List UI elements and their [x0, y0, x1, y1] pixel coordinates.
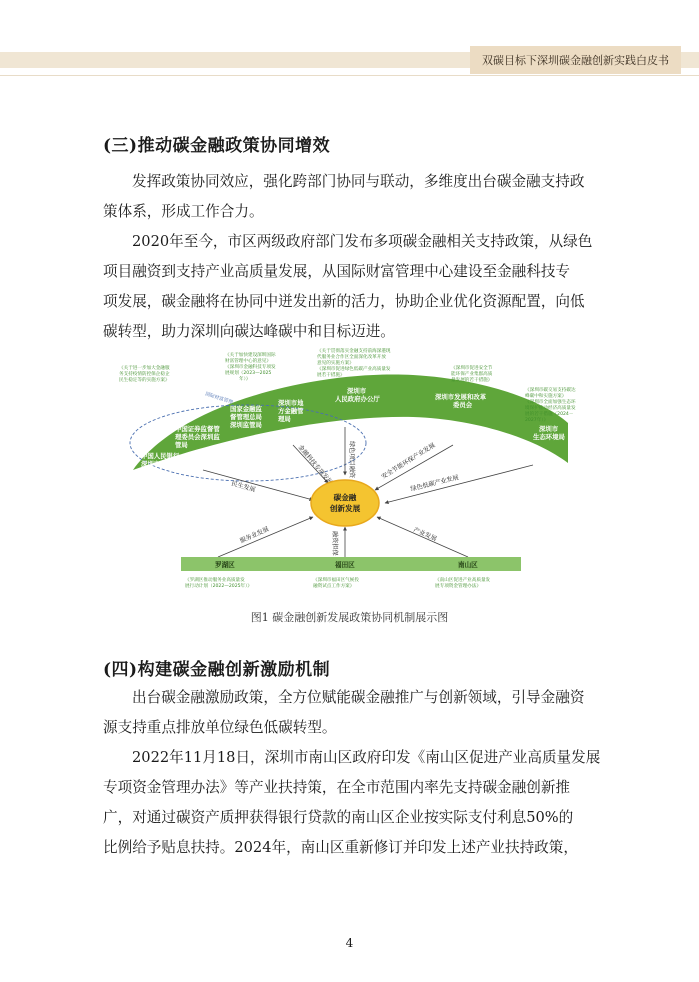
center-label: 碳金融创新发展 [329, 493, 361, 513]
running-header [470, 46, 681, 74]
arc-node: 国家金融监督管理总局深圳监管局 [230, 405, 262, 429]
section-3-paragraph-2 [103, 227, 603, 347]
header-rule [0, 75, 699, 76]
arrow-label: 绿色低碳产业发展 [409, 474, 460, 493]
text-line: 碳转型，助力深圳向碳达峰碳中和目标迈进。 [103, 323, 395, 340]
section-4-paragraph-1 [103, 683, 603, 743]
arrow-label: 民生发展 [230, 480, 257, 494]
arrow-label: 融资担保 [331, 531, 338, 556]
district-label: 罗湖区 [215, 561, 235, 569]
arc-node: 深圳市生态环境局 [533, 425, 565, 441]
text-line: 项发展，碳金融将在协同中迸发出新的活力，协助企业优化资源配置，向低 [103, 293, 585, 310]
arrow [218, 517, 313, 557]
arc-node: 深圳市人民政府办公厅 [335, 387, 380, 403]
arrow-label: 安全节能环保产业发展 [380, 441, 437, 481]
policy-note: 《关于进一步加大金融服务支持疫情防控保企稳企民生稳定等的实施方案》 [119, 366, 170, 383]
district-note: 《罗湖区推动服务业高质量发展行动计划（2022—2025年）》 [185, 578, 253, 589]
district-label: 南山区 [458, 561, 478, 569]
text-line: 比例给予贴息扶持。2024年，南山区重新修订并印发上述产业扶持政策， [103, 839, 578, 856]
policy-note: 《关于加快建设深圳国际财富管理中心的意见》《深圳市金融科技专项发展规划（2023—2025 年）》 [225, 353, 276, 382]
district-note: 《南山区促进产业高质量发展专项资金管理办法》 [435, 578, 491, 589]
text-line: 发挥政策协同效应，强化跨部门协同与联动，多维度出台碳金融支持政 [132, 173, 585, 190]
page-number: 4 [345, 936, 354, 950]
section-4-paragraph-2 [103, 743, 603, 863]
text-line: 2020年至今，市区两级政府部门发布多项碳金融相关支持政策，从绿色 [132, 233, 593, 250]
book-title: 双碳目标下深圳碳金融创新实践白皮书 [482, 54, 669, 67]
center-node [311, 480, 379, 526]
arrow-label: 服务业发展 [238, 525, 271, 545]
arrow-label: 产业发展 [412, 526, 438, 543]
figure-caption: 图1 碳金融创新发展政策协同机制展示图 [250, 611, 449, 624]
arc-node: 中国人民银行深圳市分行 [141, 452, 180, 468]
district-label: 福田区 [335, 561, 355, 569]
text-line: 2022年11月18日，深圳市南山区政府印发《南山区促进产业高质量发展 [132, 749, 601, 766]
arrow-label: 金融科技专项发展 [296, 443, 334, 487]
text-line: 项目融资到支持产业高质量发展，从国际财富管理中心建设至金融科技专 [103, 263, 571, 280]
district-note: 《深圳市福田区气候投融资试点工作方案》 [313, 578, 359, 589]
policy-coordination-figure [113, 345, 591, 607]
arrow [385, 465, 533, 503]
policy-note: 《深圳市促进安全节能环保产业集群高质量发展的若干措施》 [451, 366, 493, 383]
policy-note: 《深圳市碳交易支持碳达峰碳中和实施方案》《深圳市全面加强生态环境保护推动经济高质量发展的若干措施（2024－ 2027年）》 [525, 388, 576, 423]
arc-node: 中国证券监督管理委员会深圳监管局 [175, 425, 220, 449]
text-line: 广，对通过碳资产质押获得银行贷款的南山区企业按实际支付利息50%的 [103, 809, 574, 826]
section-3-title: (三)推动碳金融政策协同增效 [103, 136, 331, 156]
arc-node: 深圳市地方金融管理局 [278, 399, 304, 423]
section-4-title: (四)构建碳金融创新激励机制 [103, 660, 331, 680]
arrow [203, 470, 313, 500]
text-line: 出台碳金融激励政策，全方位赋能碳金融推广与创新领域，引导金融资 [132, 689, 585, 706]
text-line: 策体系，形成工作合力。 [103, 203, 264, 220]
arc-node: 深圳市发展和改革委员会 [435, 393, 487, 409]
text-line: 专项资金管理办法》等产业扶持策，在全市范围内率先支持碳金融创新推 [103, 779, 571, 796]
section-3-paragraph-1 [103, 167, 603, 227]
arrow-label: 绿色项目融资 [348, 441, 355, 479]
dashed-note: 国际财富管理 [204, 392, 234, 406]
text-line: 源支持重点排放单位绿色低碳转型。 [103, 719, 337, 736]
policy-note: 《关于贯彻落实金融支持前海深港现代服务业合作区全面深化改革开放意见的实施方案》《深圳市促进绿色低碳产业高质量发展若干措施》 [317, 349, 391, 378]
